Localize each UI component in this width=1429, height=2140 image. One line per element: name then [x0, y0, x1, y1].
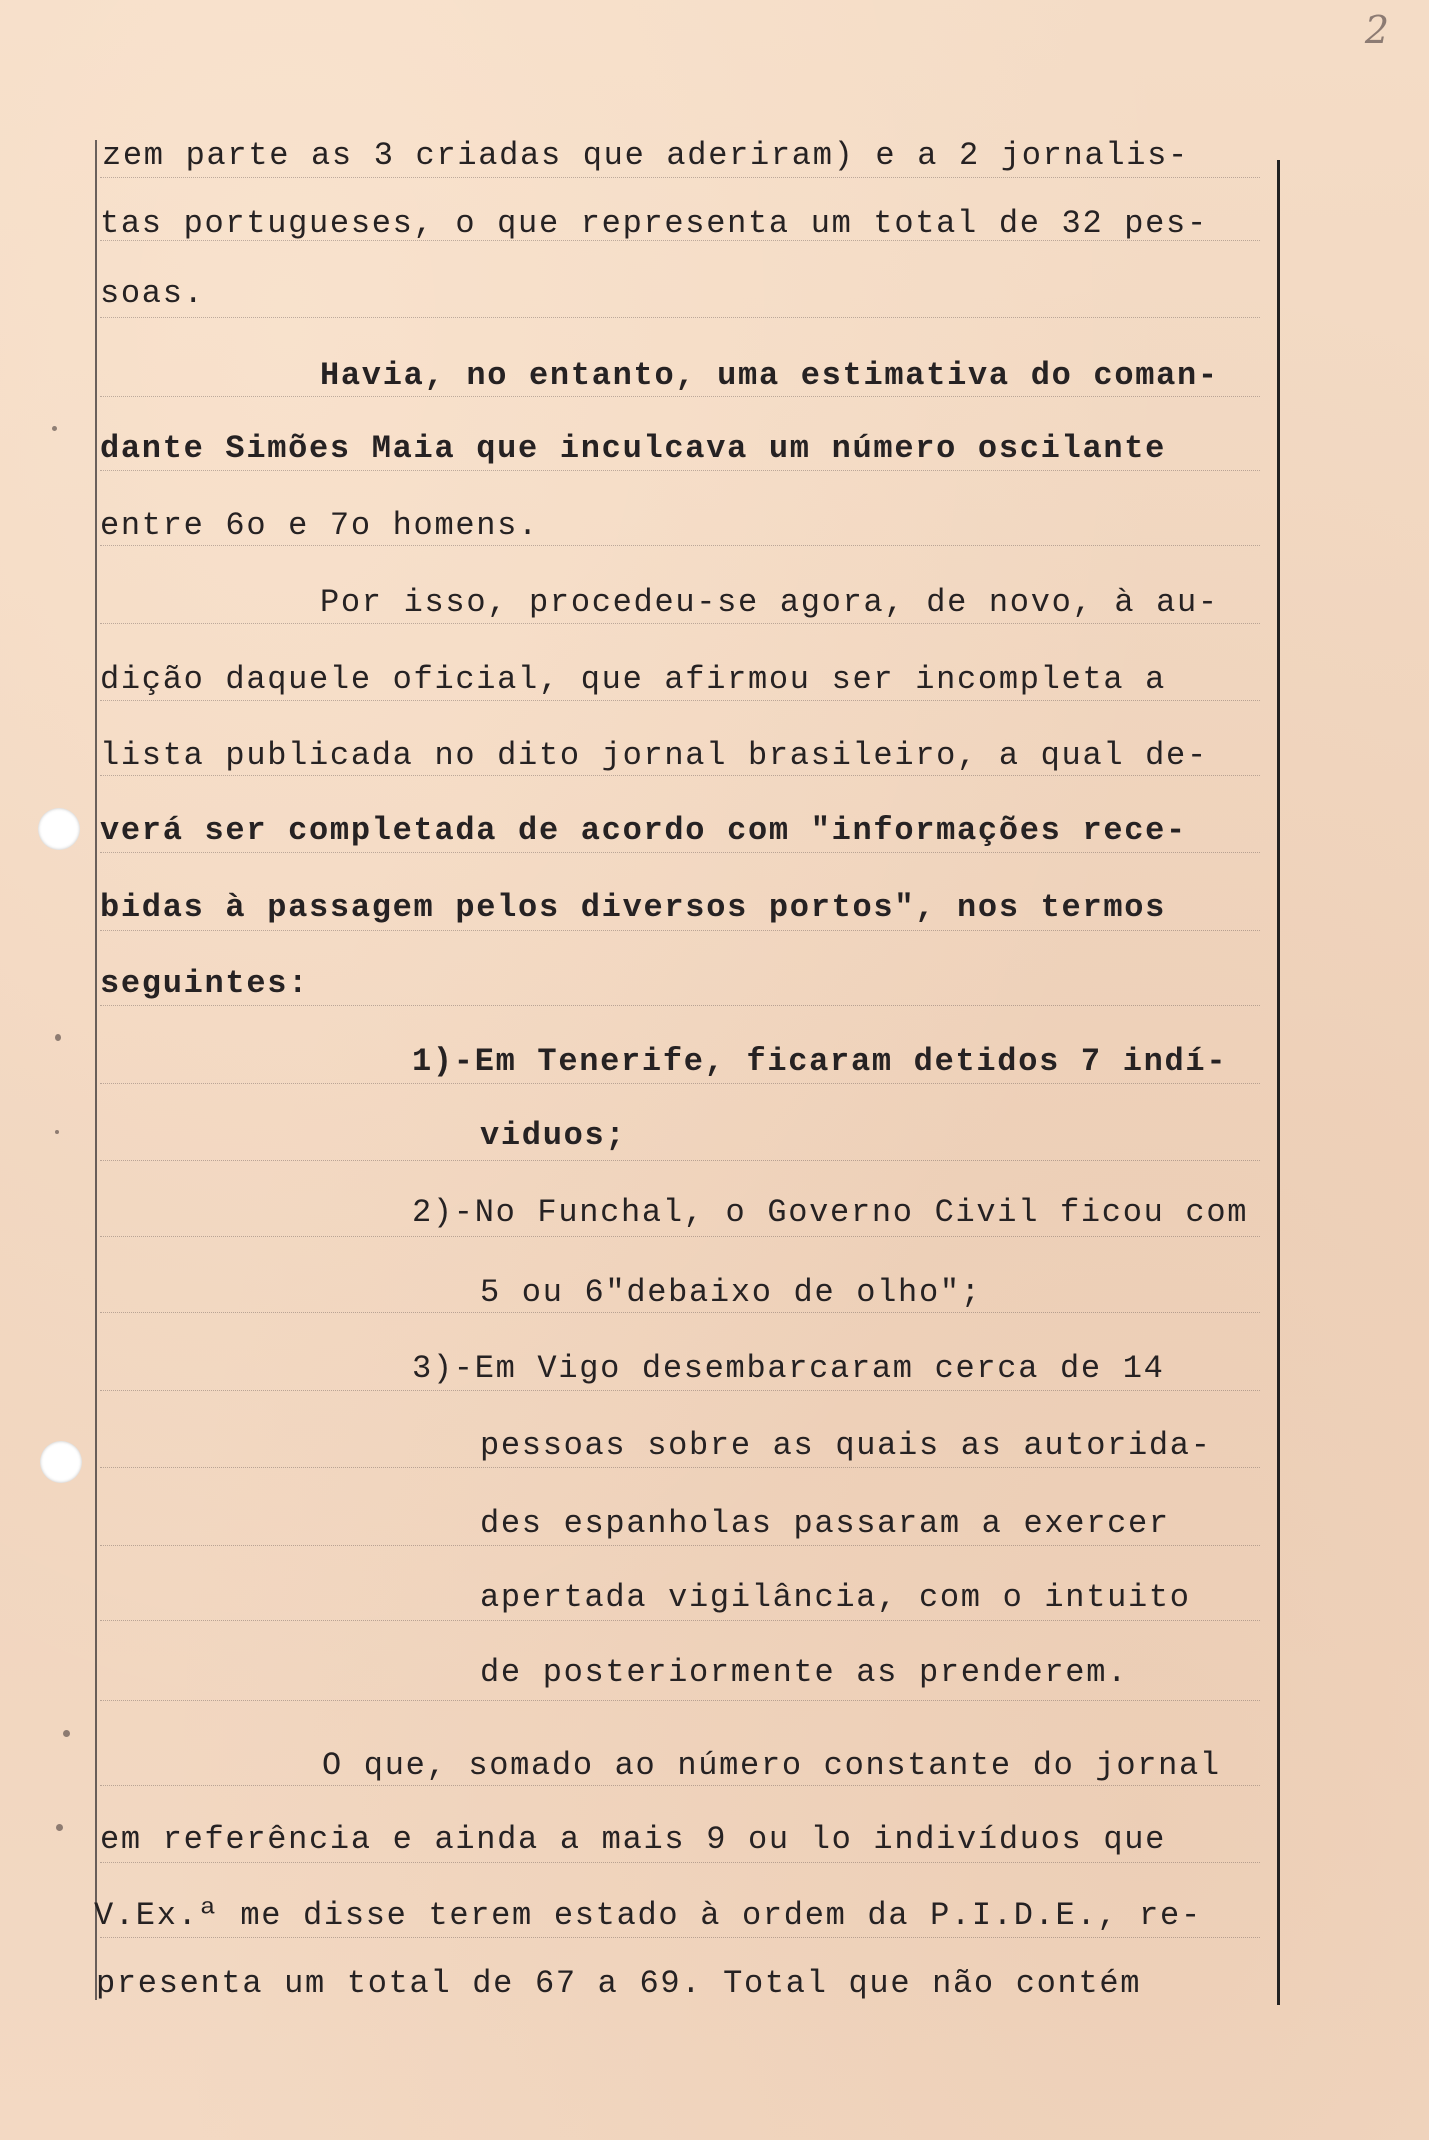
- text-line: dante Simões Maia que inculcava um número oscilante: [100, 430, 1167, 467]
- left-margin-rule: [95, 140, 97, 2000]
- text-line: presenta um total de 67 a 69. Total que não contém: [96, 1965, 1142, 2002]
- list-item-text: 1)-Em Tenerife, ficaram detidos 7 indí-: [412, 1043, 1228, 1080]
- text-line: soas.: [100, 275, 205, 312]
- text-line: verá ser completada de acordo com "informações rece-: [100, 812, 1187, 849]
- ruled-guide: [100, 1785, 1260, 1786]
- ruled-guide: [100, 1620, 1260, 1621]
- text-line: tas portugueses, o que representa um total de 32 pes-: [100, 205, 1208, 242]
- text-line: em referência e ainda a mais 9 ou lo indivíduos que: [100, 1821, 1167, 1858]
- text-line: Por isso, procedeu-se agora, de novo, à au-: [320, 584, 1219, 621]
- paper-speck: [52, 426, 57, 431]
- ruled-guide: [100, 852, 1260, 853]
- text-line: zem parte as 3 criadas que aderiram) e a 2 jornalis-: [102, 137, 1189, 174]
- text-line: O que, somado ao número constante do jornal: [322, 1747, 1221, 1784]
- ruled-guide: [100, 1862, 1260, 1863]
- ruled-guide: [100, 700, 1260, 701]
- list-item-text: apertada vigilância, com o intuito: [480, 1579, 1191, 1616]
- ruled-guide: [100, 775, 1260, 776]
- ruled-guide: [100, 545, 1260, 546]
- right-margin-rule: [1277, 160, 1280, 2005]
- page-number-mark: 2: [1364, 8, 1389, 52]
- list-item-text: 5 ou 6"debaixo de olho";: [480, 1274, 982, 1311]
- ruled-guide: [100, 1312, 1260, 1313]
- punch-hole-top: [38, 808, 80, 850]
- paper-speck: [55, 1034, 61, 1041]
- ruled-guide: [100, 1467, 1260, 1468]
- text-line: bidas à passagem pelos diversos portos", nos termos: [100, 889, 1167, 926]
- ruled-guide: [100, 1700, 1260, 1701]
- ruled-guide: [100, 1083, 1260, 1084]
- ruled-guide: [100, 1545, 1260, 1546]
- list-item-text: pessoas sobre as quais as autorida-: [480, 1427, 1212, 1464]
- ruled-guide: [100, 930, 1260, 931]
- ruled-guide: [100, 470, 1260, 471]
- list-item-text: des espanholas passaram a exercer: [480, 1505, 1170, 1542]
- list-item-text: de posteriormente as prenderem.: [480, 1654, 1128, 1691]
- list-item-text: 3)-Em Vigo desembarcaram cerca de 14: [412, 1350, 1165, 1387]
- ruled-guide: [100, 1005, 1260, 1006]
- text-line: dição daquele oficial, que afirmou ser incompleta a: [100, 661, 1167, 698]
- paper-speck: [55, 1130, 59, 1134]
- ruled-guide: [100, 1937, 1260, 1938]
- ruled-guide: [100, 177, 1260, 178]
- ruled-guide: [100, 317, 1260, 318]
- paper-speck: [56, 1824, 63, 1831]
- ruled-guide: [100, 623, 1260, 624]
- text-line: Havia, no entanto, uma estimativa do coman-: [320, 357, 1219, 394]
- text-line: lista publicada no dito jornal brasileiro, a qual de-: [100, 737, 1208, 774]
- list-item-text: 2)-No Funchal, o Governo Civil ficou com: [412, 1194, 1249, 1231]
- ruled-guide: [100, 1236, 1260, 1237]
- text-line: entre 6o e 7o homens.: [100, 507, 539, 544]
- ruled-guide: [100, 1390, 1260, 1391]
- ruled-guide: [100, 1160, 1260, 1161]
- punch-hole-bottom: [40, 1441, 82, 1483]
- text-line: V.Ex.ª me disse terem estado à ordem da P.I.D.E., re-: [94, 1897, 1202, 1934]
- ruled-guide: [100, 396, 1260, 397]
- list-item-text: viduos;: [480, 1117, 627, 1154]
- paper-speck: [63, 1730, 70, 1737]
- text-line: seguintes:: [100, 965, 310, 1002]
